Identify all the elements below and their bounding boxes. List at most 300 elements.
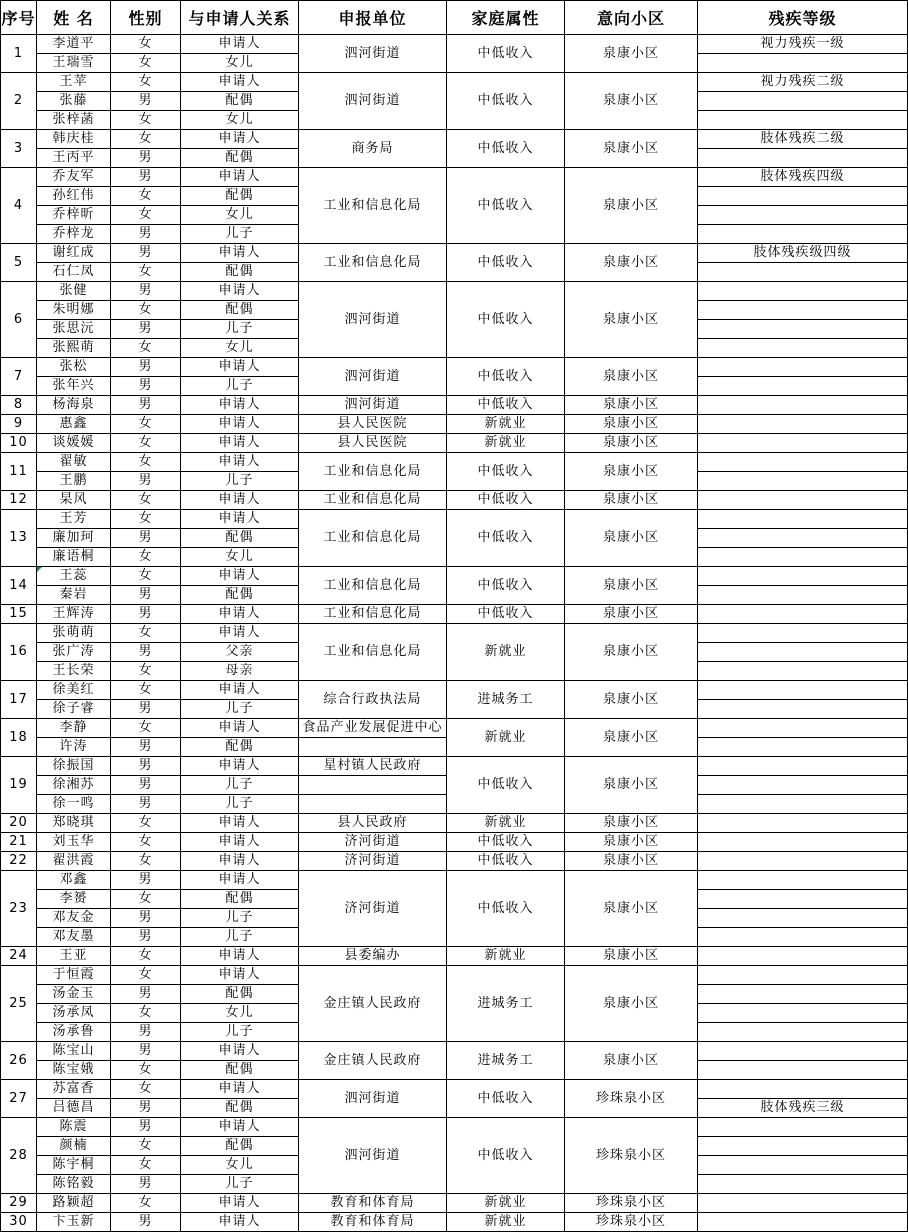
member-name: 王苹 [59, 74, 88, 89]
gender-cell: 女 [111, 1061, 181, 1080]
applying-unit-cell: 县委编办 [299, 947, 447, 966]
household-type-cell: 中低收入 [447, 605, 565, 624]
disability-level-cell: 肢体残疾级四级 [698, 244, 908, 263]
relation-cell: 申请人 [181, 453, 299, 472]
relation-cell: 申请人 [181, 510, 299, 529]
disability-level-cell [698, 852, 908, 871]
relation-cell: 配偶 [181, 263, 299, 282]
relation-cell: 申请人 [181, 168, 299, 187]
member-name: 于恒霞 [52, 967, 95, 982]
member-name: 徐子睿 [52, 701, 95, 716]
serial-number-cell: 30 [1, 1213, 37, 1232]
household-type-cell: 中低收入 [447, 510, 565, 567]
disability-level-cell [698, 833, 908, 852]
gender-cell: 男 [111, 1118, 181, 1137]
member-name: 王芳 [59, 511, 88, 526]
member-name: 徐美红 [52, 682, 95, 697]
relation-cell: 申请人 [181, 947, 299, 966]
intended-community-cell: 泉康小区 [565, 852, 698, 871]
relation-cell: 申请人 [181, 1213, 299, 1232]
gender-cell: 男 [111, 605, 181, 624]
member-name: 杨海泉 [52, 397, 95, 412]
disability-level-cell [698, 301, 908, 320]
table-row [1, 1042, 908, 1061]
serial-number-cell: 26 [1, 1042, 37, 1080]
member-name: 颜楠 [59, 1138, 88, 1153]
intended-community-cell: 珍珠泉小区 [565, 1080, 698, 1118]
applying-unit-cell: 教育和体育局 [299, 1194, 447, 1213]
member-name-cell [37, 643, 111, 662]
relation-cell: 申请人 [181, 415, 299, 434]
relation-cell: 儿子 [181, 1023, 299, 1042]
gender-cell: 男 [111, 776, 181, 795]
intended-community-cell: 珍珠泉小区 [565, 1118, 698, 1194]
serial-number-cell: 25 [1, 966, 37, 1042]
household-type-cell: 新就业 [447, 434, 565, 453]
member-name: 张年兴 [52, 378, 95, 393]
member-name-cell [37, 567, 111, 586]
household-type-cell: 中低收入 [447, 1080, 565, 1118]
member-name: 秦岩 [59, 587, 88, 602]
gender-cell: 女 [111, 947, 181, 966]
serial-number-cell: 12 [1, 491, 37, 510]
disability-level-cell [698, 92, 908, 111]
disability-level-cell [698, 985, 908, 1004]
disability-level-cell [698, 320, 908, 339]
relation-cell: 配偶 [181, 149, 299, 168]
gender-cell: 男 [111, 529, 181, 548]
gender-cell: 男 [111, 1042, 181, 1061]
relation-cell: 申请人 [181, 244, 299, 263]
applying-unit-cell: 泗河街道 [299, 396, 447, 415]
header-applying-unit: 申报单位 [299, 1, 447, 35]
member-name: 王亚 [59, 948, 88, 963]
disability-level-cell [698, 529, 908, 548]
table-row [1, 719, 908, 738]
member-name: 孙红伟 [52, 188, 95, 203]
member-name-cell [37, 852, 111, 871]
serial-number-cell: 10 [1, 434, 37, 453]
serial-number-cell: 8 [1, 396, 37, 415]
member-name-cell [37, 358, 111, 377]
serial-number-cell: 22 [1, 852, 37, 871]
serial-number-cell: 21 [1, 833, 37, 852]
applying-unit-cell: 星村镇人民政府 [299, 757, 447, 776]
member-name-cell [37, 1042, 111, 1061]
member-name: 乔友军 [52, 169, 95, 184]
applying-unit-cell [299, 795, 447, 814]
member-name: 张藤 [59, 93, 88, 108]
serial-number-cell: 28 [1, 1118, 37, 1194]
household-type-cell: 中低收入 [447, 168, 565, 244]
gender-cell: 男 [111, 358, 181, 377]
gender-cell: 女 [111, 681, 181, 700]
intended-community-cell: 泉康小区 [565, 491, 698, 510]
disability-level-cell [698, 225, 908, 244]
intended-community-cell: 泉康小区 [565, 244, 698, 282]
relation-cell: 女儿 [181, 339, 299, 358]
error-indicator-icon [37, 567, 42, 572]
member-name: 谢红成 [52, 245, 95, 260]
member-name-cell [37, 1175, 111, 1194]
relation-cell: 儿子 [181, 928, 299, 947]
member-name-cell [37, 757, 111, 776]
disability-level-cell [698, 567, 908, 586]
member-name: 李道平 [52, 36, 95, 51]
member-name: 乔梓昕 [52, 207, 95, 222]
gender-cell: 男 [111, 1023, 181, 1042]
intended-community-cell: 泉康小区 [565, 453, 698, 491]
member-name-cell [37, 377, 111, 396]
member-name: 王蕊 [59, 568, 88, 583]
serial-number-cell: 18 [1, 719, 37, 757]
disability-level-cell [698, 947, 908, 966]
relation-cell: 儿子 [181, 472, 299, 491]
gender-cell: 男 [111, 871, 181, 890]
table-body [1, 35, 908, 1232]
disability-level-cell [698, 415, 908, 434]
gender-cell: 男 [111, 168, 181, 187]
disability-level-cell [698, 928, 908, 947]
serial-number-cell: 15 [1, 605, 37, 624]
disability-level-cell [698, 491, 908, 510]
header-disability-level: 残疾等级 [698, 1, 908, 35]
member-name: 廉语桐 [52, 549, 95, 564]
disability-level-cell [698, 206, 908, 225]
serial-number-cell: 2 [1, 73, 37, 130]
intended-community-cell: 泉康小区 [565, 415, 698, 434]
disability-level-cell: 肢体残疾三级 [698, 1099, 908, 1118]
gender-cell: 女 [111, 54, 181, 73]
intended-community-cell: 泉康小区 [565, 168, 698, 244]
intended-community-cell: 泉康小区 [565, 510, 698, 567]
member-name: 廉加珂 [52, 530, 95, 545]
disability-level-cell [698, 1023, 908, 1042]
member-name: 汤金玉 [52, 986, 95, 1001]
gender-cell: 女 [111, 206, 181, 225]
member-name: 徐一鸣 [52, 796, 95, 811]
header-serial-number: 序号 [1, 1, 37, 35]
gender-cell: 男 [111, 1175, 181, 1194]
table-row [1, 491, 908, 510]
member-name: 陈宝娥 [52, 1062, 95, 1077]
member-name: 王辉涛 [52, 606, 95, 621]
disability-level-cell [698, 282, 908, 301]
relation-cell: 申请人 [181, 282, 299, 301]
relation-cell: 申请人 [181, 681, 299, 700]
table-row [1, 757, 908, 776]
household-type-cell: 中低收入 [447, 1118, 565, 1194]
member-name-cell [37, 35, 111, 54]
disability-level-cell [698, 1061, 908, 1080]
member-name-cell [37, 833, 111, 852]
gender-cell: 男 [111, 795, 181, 814]
relation-cell: 申请人 [181, 833, 299, 852]
relation-cell: 女儿 [181, 1156, 299, 1175]
intended-community-cell: 泉康小区 [565, 35, 698, 73]
household-type-cell: 中低收入 [447, 282, 565, 358]
member-name: 邓友金 [52, 910, 95, 925]
household-type-cell: 中低收入 [447, 871, 565, 947]
intended-community-cell: 泉康小区 [565, 966, 698, 1042]
applying-unit-cell: 教育和体育局 [299, 1213, 447, 1232]
member-name-cell [37, 985, 111, 1004]
member-name: 惠鑫 [59, 416, 88, 431]
relation-cell: 女儿 [181, 54, 299, 73]
disability-level-cell [698, 263, 908, 282]
serial-number-cell: 3 [1, 130, 37, 168]
table-row [1, 624, 908, 643]
member-name: 汤承鲁 [52, 1024, 95, 1039]
intended-community-cell: 泉康小区 [565, 757, 698, 814]
table-row [1, 947, 908, 966]
household-type-cell: 新就业 [447, 814, 565, 833]
household-type-cell: 新就业 [447, 415, 565, 434]
applying-unit-cell: 泗河街道 [299, 358, 447, 396]
serial-number-cell: 6 [1, 282, 37, 358]
member-name-cell [37, 73, 111, 92]
member-name-cell [37, 586, 111, 605]
member-name: 王长荣 [52, 663, 95, 678]
intended-community-cell: 泉康小区 [565, 833, 698, 852]
relation-cell: 申请人 [181, 1080, 299, 1099]
household-type-cell: 中低收入 [447, 453, 565, 491]
serial-number-cell: 16 [1, 624, 37, 681]
table-row [1, 1118, 908, 1137]
relation-cell: 申请人 [181, 1118, 299, 1137]
member-name-cell [37, 472, 111, 491]
member-name-cell [37, 1004, 111, 1023]
intended-community-cell: 泉康小区 [565, 871, 698, 947]
member-name: 王丙平 [52, 150, 95, 165]
gender-cell: 女 [111, 111, 181, 130]
member-name-cell [37, 1023, 111, 1042]
member-name-cell [37, 548, 111, 567]
gender-cell: 女 [111, 1137, 181, 1156]
member-name: 李赟 [59, 891, 88, 906]
disability-level-cell [698, 339, 908, 358]
applying-unit-cell: 工业和信息化局 [299, 491, 447, 510]
applying-unit-cell: 泗河街道 [299, 35, 447, 73]
member-name: 张梓菡 [52, 112, 95, 127]
member-name: 张松 [59, 359, 88, 374]
disability-level-cell [698, 149, 908, 168]
disability-level-cell [698, 738, 908, 757]
intended-community-cell: 泉康小区 [565, 624, 698, 681]
gender-cell: 女 [111, 662, 181, 681]
relation-cell: 配偶 [181, 890, 299, 909]
relation-cell: 申请人 [181, 396, 299, 415]
household-type-cell: 进城务工 [447, 681, 565, 719]
relation-cell: 申请人 [181, 871, 299, 890]
table-row [1, 415, 908, 434]
relation-cell: 母亲 [181, 662, 299, 681]
member-name: 朱明娜 [52, 302, 95, 317]
member-name: 翟敏 [59, 454, 88, 469]
serial-number-cell: 5 [1, 244, 37, 282]
relation-cell: 儿子 [181, 909, 299, 928]
disability-level-cell [698, 548, 908, 567]
gender-cell: 男 [111, 738, 181, 757]
serial-number-cell: 29 [1, 1194, 37, 1213]
member-name-cell [37, 130, 111, 149]
household-type-cell: 中低收入 [447, 130, 565, 168]
member-name-cell [37, 966, 111, 985]
member-name-cell [37, 510, 111, 529]
relation-cell: 女儿 [181, 1004, 299, 1023]
disability-level-cell [698, 510, 908, 529]
applying-unit-cell: 食品产业发展促进中心 [299, 719, 447, 738]
disability-level-cell [698, 396, 908, 415]
gender-cell: 男 [111, 1213, 181, 1232]
member-name: 杲风 [59, 492, 88, 507]
applying-unit-cell: 济河街道 [299, 833, 447, 852]
applying-unit-cell: 工业和信息化局 [299, 567, 447, 605]
serial-number-cell: 24 [1, 947, 37, 966]
member-name: 张熙萌 [52, 340, 95, 355]
member-name-cell [37, 1194, 111, 1213]
member-name-cell [37, 434, 111, 453]
member-name-cell [37, 909, 111, 928]
member-name-cell [37, 339, 111, 358]
member-name: 张健 [59, 283, 88, 298]
member-name-cell [37, 1118, 111, 1137]
gender-cell: 女 [111, 833, 181, 852]
gender-cell: 男 [111, 244, 181, 263]
gender-cell: 女 [111, 35, 181, 54]
table-row [1, 130, 908, 149]
member-name-cell [37, 795, 111, 814]
gender-cell: 女 [111, 434, 181, 453]
member-name-cell [37, 1099, 111, 1118]
relation-cell: 申请人 [181, 966, 299, 985]
member-name-cell [37, 453, 111, 472]
member-name: 卞玉新 [52, 1214, 95, 1229]
member-name-cell [37, 244, 111, 263]
applying-unit-cell: 泗河街道 [299, 282, 447, 358]
member-name-cell [37, 415, 111, 434]
member-name-cell [37, 1156, 111, 1175]
member-name-cell [37, 529, 111, 548]
intended-community-cell: 泉康小区 [565, 282, 698, 358]
serial-number-cell: 27 [1, 1080, 37, 1118]
table-row [1, 282, 908, 301]
header-relation: 与申请人关系 [181, 1, 299, 35]
intended-community-cell: 泉康小区 [565, 130, 698, 168]
relation-cell: 儿子 [181, 1175, 299, 1194]
table-row [1, 358, 908, 377]
member-name-cell [37, 320, 111, 339]
household-type-cell: 中低收入 [447, 396, 565, 415]
disability-level-cell [698, 909, 908, 928]
relation-cell: 配偶 [181, 985, 299, 1004]
gender-cell: 男 [111, 643, 181, 662]
member-name-cell [37, 92, 111, 111]
table-row [1, 244, 908, 263]
gender-cell: 女 [111, 1194, 181, 1213]
disability-level-cell [698, 624, 908, 643]
gender-cell: 女 [111, 339, 181, 358]
applying-unit-cell: 商务局 [299, 130, 447, 168]
applying-unit-cell: 工业和信息化局 [299, 510, 447, 567]
disability-level-cell [698, 1213, 908, 1232]
member-name-cell [37, 168, 111, 187]
serial-number-cell: 1 [1, 35, 37, 73]
disability-level-cell [698, 719, 908, 738]
disability-level-cell [698, 453, 908, 472]
relation-cell: 女儿 [181, 111, 299, 130]
member-name-cell [37, 1213, 111, 1232]
disability-level-cell [698, 700, 908, 719]
disability-level-cell [698, 681, 908, 700]
gender-cell: 女 [111, 624, 181, 643]
serial-number-cell: 4 [1, 168, 37, 244]
gender-cell: 男 [111, 92, 181, 111]
member-name-cell [37, 624, 111, 643]
gender-cell: 女 [111, 814, 181, 833]
relation-cell: 父亲 [181, 643, 299, 662]
member-name-cell [37, 491, 111, 510]
relation-cell: 申请人 [181, 605, 299, 624]
intended-community-cell: 泉康小区 [565, 567, 698, 605]
gender-cell: 男 [111, 377, 181, 396]
applying-unit-cell: 县人民政府 [299, 814, 447, 833]
household-type-cell: 进城务工 [447, 1042, 565, 1080]
table-row [1, 605, 908, 624]
relation-cell: 申请人 [181, 1042, 299, 1061]
household-type-cell: 中低收入 [447, 852, 565, 871]
relation-cell: 申请人 [181, 757, 299, 776]
applying-unit-cell [299, 776, 447, 795]
relation-cell: 申请人 [181, 73, 299, 92]
relation-cell: 女儿 [181, 548, 299, 567]
relation-cell: 配偶 [181, 738, 299, 757]
disability-level-cell [698, 358, 908, 377]
gender-cell: 女 [111, 73, 181, 92]
relation-cell: 配偶 [181, 529, 299, 548]
table-row [1, 966, 908, 985]
gender-cell: 女 [111, 852, 181, 871]
table-row [1, 681, 908, 700]
member-name-cell [37, 605, 111, 624]
gender-cell: 男 [111, 320, 181, 339]
serial-number-cell: 13 [1, 510, 37, 567]
household-type-cell: 进城务工 [447, 966, 565, 1042]
member-name-cell [37, 947, 111, 966]
table-row [1, 396, 908, 415]
disability-level-cell [698, 472, 908, 491]
member-name: 张思沅 [52, 321, 95, 336]
member-name-cell [37, 282, 111, 301]
table-row [1, 1213, 908, 1232]
applying-unit-cell: 金庄镇人民政府 [299, 1042, 447, 1080]
intended-community-cell: 珍珠泉小区 [565, 1194, 698, 1213]
member-name: 陈铭毅 [52, 1176, 95, 1191]
disability-level-cell [698, 54, 908, 73]
member-name-cell [37, 187, 111, 206]
header-gender: 性别 [111, 1, 181, 35]
member-name: 陈宝山 [52, 1043, 95, 1058]
table-row [1, 871, 908, 890]
member-name-cell [37, 814, 111, 833]
applying-unit-cell: 综合行政执法局 [299, 681, 447, 719]
gender-cell: 女 [111, 130, 181, 149]
disability-level-cell [698, 1118, 908, 1137]
member-name: 徐湘苏 [52, 777, 95, 792]
member-name: 路颖超 [52, 1195, 95, 1210]
household-type-cell: 中低收入 [447, 35, 565, 73]
member-name-cell [37, 776, 111, 795]
